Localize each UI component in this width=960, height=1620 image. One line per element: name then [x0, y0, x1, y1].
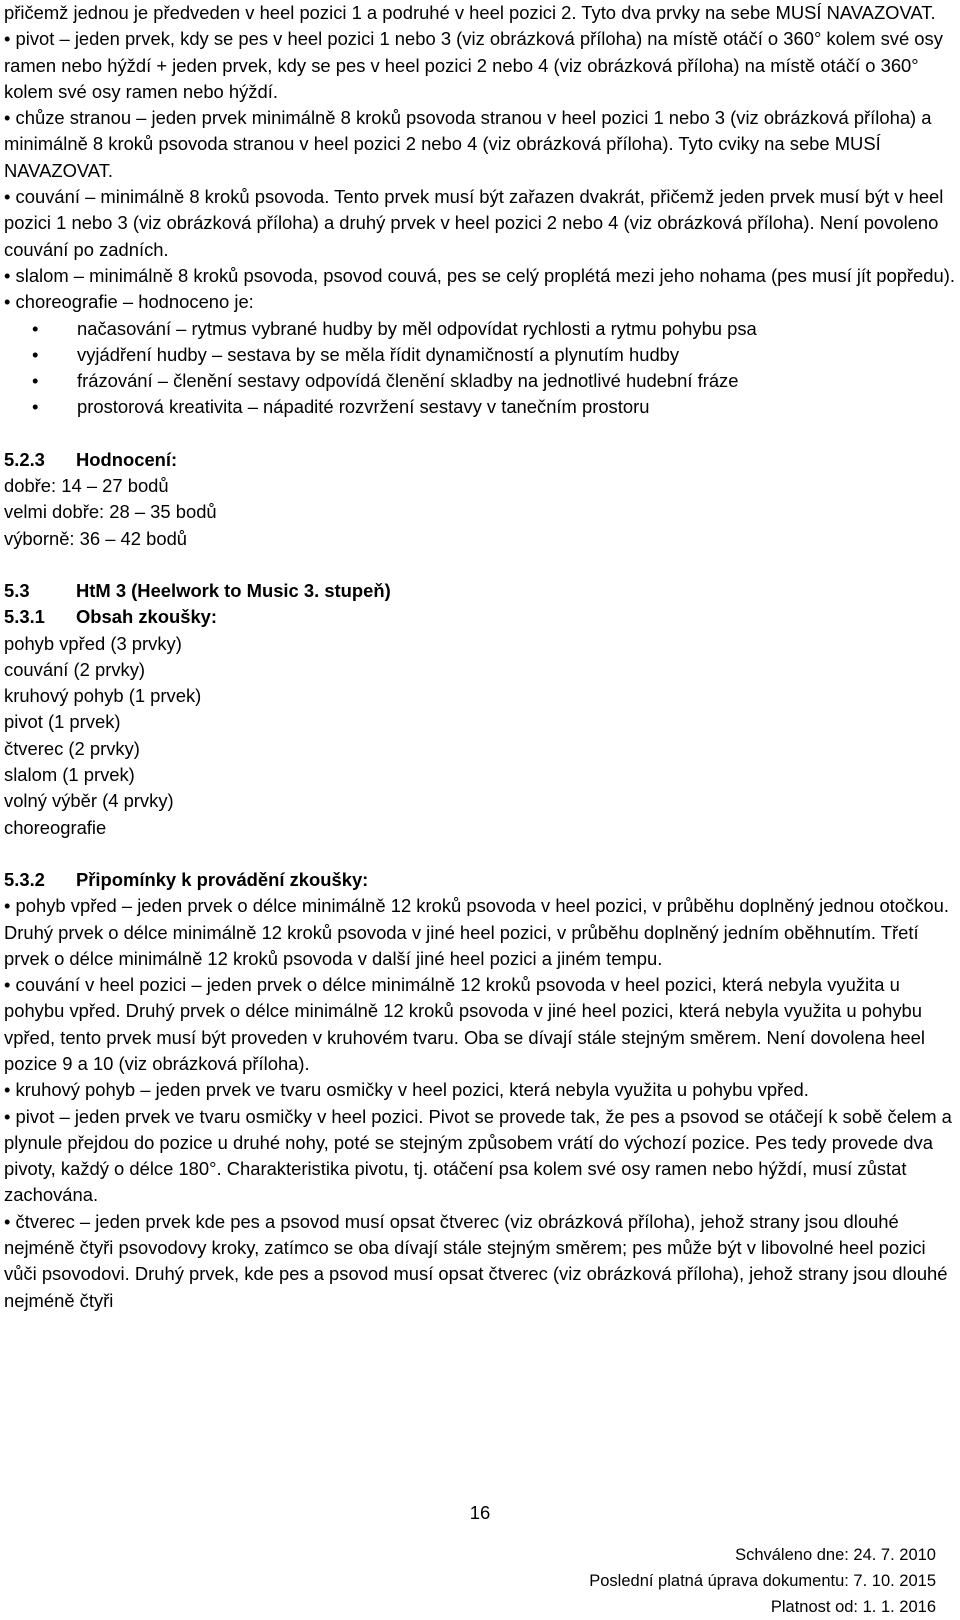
footer-approved: Schváleno dne: 24. 7. 2010 [735, 1546, 936, 1564]
note-paragraph-circle: • kruhový pohyb – jeden prvek ve tvaru osmičky v heel pozici, která nebyla využita u pohybu vpřed. [4, 1079, 809, 1101]
intro-paragraph-pivot: • pivot – jeden prvek, kdy se pes v heel pozici 1 nebo 3 (viz obrázková příloha) na místě otáčí o 360° kolem své osy ramen nebo hýždí + jeden prvek, kdy se pes v heel pozici 2 nebo 4 (viz obrázková příloha) na místě otáčí o 360° kolem své osy ramen nebo hýždí. [4, 28, 943, 102]
document-page [4, 0, 956, 1314]
exam-item: pivot (1 prvek) [4, 711, 121, 733]
intro-paragraph-side-walk: • chůze stranou – jeden prvek minimálně 8 kroků psovoda stranou v heel pozici 1 nebo 3 (viz obrázková příloha) a minimálně 8 kroků psovoda stranou v heel pozici 2 nebo 4 (viz obrázková příloha). Tyto cviky na sebe MUSÍ NAVAZOVAT. [4, 107, 932, 181]
intro-paragraph-backing: • couvání – minimálně 8 kroků psovoda. Tento prvek musí být zařazen dvakrát, přičemž jeden prvek musí být v heel pozici 1 nebo 3 (viz obrázková příloha) a druhý prvek v heel pozici 2 nebo 4 (viz obrázková příloha). Není povoleno couvání po zadních. [4, 186, 944, 260]
footer-last-edit: Poslední platná úprava dokumentu: 7. 10. 2015 [589, 1572, 936, 1590]
section-heading-pripominky: 5.3.2 Připomínky k provádění zkoušky: [4, 868, 369, 890]
list-item: • prostorová kreativita – nápadité rozvržení sestavy v tanečním prostoru [4, 394, 956, 420]
page-number: 16 [469, 1502, 491, 1523]
note-paragraph-backing: • couvání v heel pozici – jeden prvek o délce minimálně 12 kroků psovoda v heel pozici, která nebyla využita u pohybu vpřed. Druhý prvek o délce minimálně 12 kroků psovoda v jiné heel pozici, která nebyla využita u pohybu vpřed, tento prvek musí být proveden v kruhovém tvaru. Oba se dívají stále stejným směrem. Není dovolena heel pozice 9 a 10 (viz obrázková příloha). [4, 974, 925, 1074]
intro-paragraph-slalom: • slalom – minimálně 8 kroků psovoda, psovod couvá, pes se celý proplétá mezi jeho nohama (pes musí jít popředu). [4, 264, 955, 286]
intro-paragraph-continuation: přičemž jednou je předveden v heel pozici 1 a podruhé v heel pozici 2. Tyto dva prvky na sebe MUSÍ NAVAZOVAT. [4, 2, 936, 23]
note-paragraph-square: • čtverec – jeden prvek kde pes a psovod musí opsat čtverec (viz obrázková příloha), jehož strany jsou dlouhé nejméně čtyři psovodovy kroky, zatímco se oba dívají stále stejným směrem; pes může být v libovolné heel pozici vůči psovodovi. Druhý prvek, kde pes a psovod musí opsat čtverec (viz obrázková příloha), jehož strany jsou dlouhé nejméně čtyři [4, 1210, 948, 1311]
exam-item: čtverec (2 prvky) [4, 737, 140, 759]
exam-item: couvání (2 prvky) [4, 658, 146, 680]
score-line: výborně: 36 – 42 bodů [4, 527, 188, 549]
list-item: • frázování – členění sestavy odpovídá členění skladby na jednotlivé hudební fráze [4, 368, 956, 394]
section-heading-hodnoceni: 5.2.3 Hodnocení: [4, 448, 178, 470]
bullet-icon: • [32, 370, 39, 392]
score-line: dobře: 14 – 27 bodů [4, 475, 169, 497]
list-item: • vyjádření hudby – sestava by se měla řídit dynamičností a plynutím hudby [4, 342, 956, 368]
exam-item: kruhový pohyb (1 prvek) [4, 685, 202, 707]
section-heading-obsah: 5.3.1 Obsah zkoušky: [4, 606, 218, 628]
note-paragraph-pivot: • pivot – jeden prvek ve tvaru osmičky v heel pozici. Pivot se provede tak, že pes a psovod se otáčejí k sobě čelem a plynule přejdou do pozice u druhé nohy, poté se stejným způsobem vrátí do výchozí pozice. Pes tedy provede dva pivoty, každý o délce 180°. Charakteristika pivotu, tj. otáčení psa kolem své osy ramen nebo hýždí, musí zůstat zachována. [4, 1105, 952, 1206]
bullet-icon: • [32, 343, 39, 365]
choreography-list [4, 316, 956, 421]
section-heading-htm3: 5.3 HtM 3 (Heelwork to Music 3. stupeň) [4, 579, 391, 601]
footer [589, 1542, 936, 1620]
intro-section [4, 0, 956, 316]
exam-item: volný výběr (4 prvky) [4, 790, 174, 812]
footer-valid-from: Platnost od: 1. 1. 2016 [770, 1598, 936, 1616]
bullet-icon: • [32, 396, 39, 418]
exam-item: slalom (1 prvek) [4, 764, 135, 786]
exam-item: choreografie [4, 816, 107, 838]
list-item: • načasování – rytmus vybrané hudby by měl odpovídat rychlosti a rytmu pohybu psa [4, 316, 956, 342]
bullet-icon: • [32, 317, 39, 339]
score-line: velmi dobře: 28 – 35 bodů [4, 501, 217, 523]
note-paragraph-forward: • pohyb vpřed – jeden prvek o délce minimálně 12 kroků psovoda v heel pozici, v průběhu doplněný jednou otočkou. Druhý prvek o délce minimálně 12 kroků psovoda v jiné heel pozici, v průběhu doplněný jedním oběhnutím. Třetí prvek o délce minimálně 12 kroků psovoda v další jiné heel pozici a jiném tempu. [4, 895, 949, 969]
exam-item: pohyb vpřed (3 prvky) [4, 632, 182, 654]
intro-paragraph-choreo: • choreografie – hodnoceno je: [4, 291, 254, 313]
